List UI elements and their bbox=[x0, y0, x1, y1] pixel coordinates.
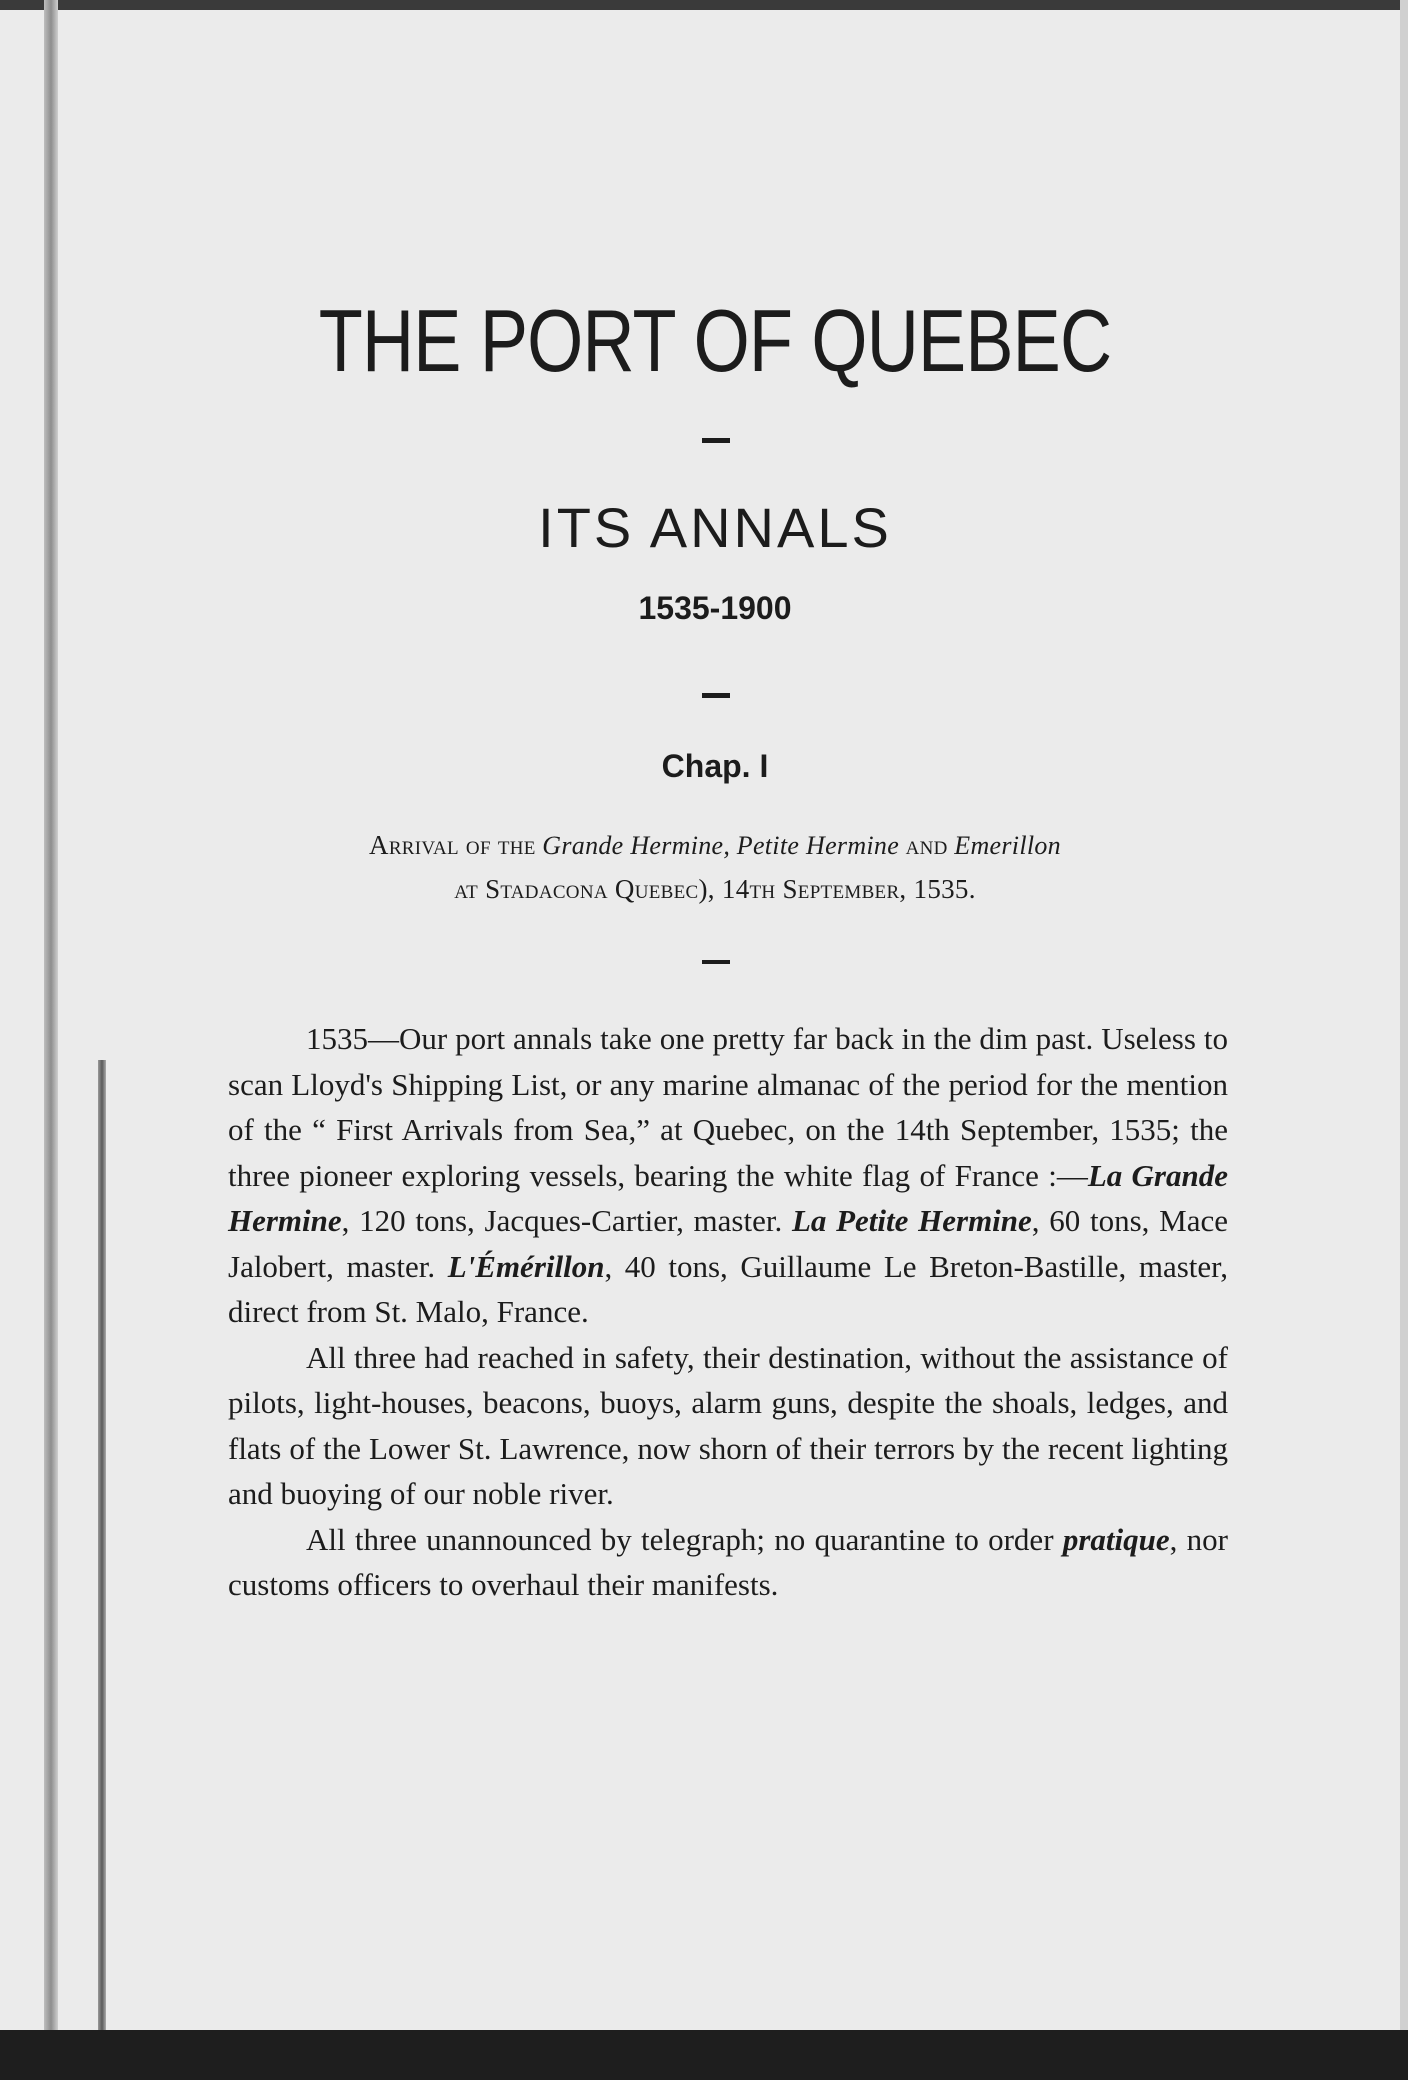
caption-ship-1: Grande Hermine, bbox=[542, 831, 731, 860]
text-run: All three unannounced by telegraph; no quarantine to order bbox=[306, 1521, 1063, 1557]
caption-divider bbox=[702, 960, 730, 964]
text-run: All three had reached in safety, their destination, without the assistance of pilots, light-houses, beacons, buoys, alarm guns, despite the shoals, ledges, and flats of the Lower St. Lawrence, now shorn of their terrors by the recent lighting and buoying of our noble river. bbox=[228, 1339, 1228, 1511]
page-title: THE PORT OF QUEBEC bbox=[318, 291, 1112, 390]
text-run: 1535—Our port annals take one pretty far back in the dim past. Useless to scan Lloyd's Shipping List, or any marine almanac of the period for the mention of the “ First Arrivals from Sea,” at Quebec, on the 14th September, 1535; the three pioneer exploring vessels, bearing the white flag of France :— bbox=[228, 1021, 1228, 1193]
chapter-heading: Chap. I bbox=[661, 748, 769, 784]
book-spine-shadow bbox=[44, 0, 58, 2030]
caption-line-1 bbox=[230, 824, 1200, 868]
italic-phrase: La Grande Hermine bbox=[228, 1157, 1229, 1238]
caption-ship-3: Emerillon bbox=[954, 831, 1061, 860]
italic-phrase: L'Émérillon bbox=[447, 1248, 605, 1284]
caption-and: and bbox=[905, 830, 948, 860]
chapter-caption bbox=[230, 824, 1200, 910]
text-run: , 120 tons, Jacques-Cartier, master. bbox=[341, 1203, 792, 1238]
body-text bbox=[228, 1016, 1228, 1608]
page-subtitle: ITS ANNALS bbox=[538, 496, 892, 559]
right-scan-edge bbox=[1400, 0, 1408, 2030]
book-gutter-shadow bbox=[98, 1060, 106, 2030]
italic-phrase: pratique bbox=[1062, 1521, 1170, 1557]
text-run: , 40 tons, Guillaume Le Breton-Bastille, master, direct from St. Malo, France. bbox=[228, 1248, 1228, 1329]
body-paragraph bbox=[228, 1335, 1228, 1517]
title-divider bbox=[702, 438, 730, 443]
body-paragraph bbox=[228, 1517, 1228, 1608]
year-range: 1535-1900 bbox=[638, 590, 792, 626]
caption-prefix: Arrival of the bbox=[369, 830, 536, 860]
book-page bbox=[200, 0, 1230, 2030]
text-run: , nor customs officers to overhaul their manifests. bbox=[228, 1521, 1228, 1602]
italic-phrase: La Petite Hermine bbox=[791, 1203, 1032, 1238]
caption-ship-2: Petite Hermine bbox=[736, 831, 900, 860]
bottom-scan-edge bbox=[0, 2030, 1408, 2080]
text-run: , 60 tons, Mace Jalobert, master. bbox=[228, 1203, 1228, 1284]
years-divider bbox=[702, 693, 730, 698]
body-paragraph bbox=[228, 1016, 1228, 1335]
caption-line-2: at Stadacona Quebec), 14th September, 1535. bbox=[454, 874, 976, 904]
